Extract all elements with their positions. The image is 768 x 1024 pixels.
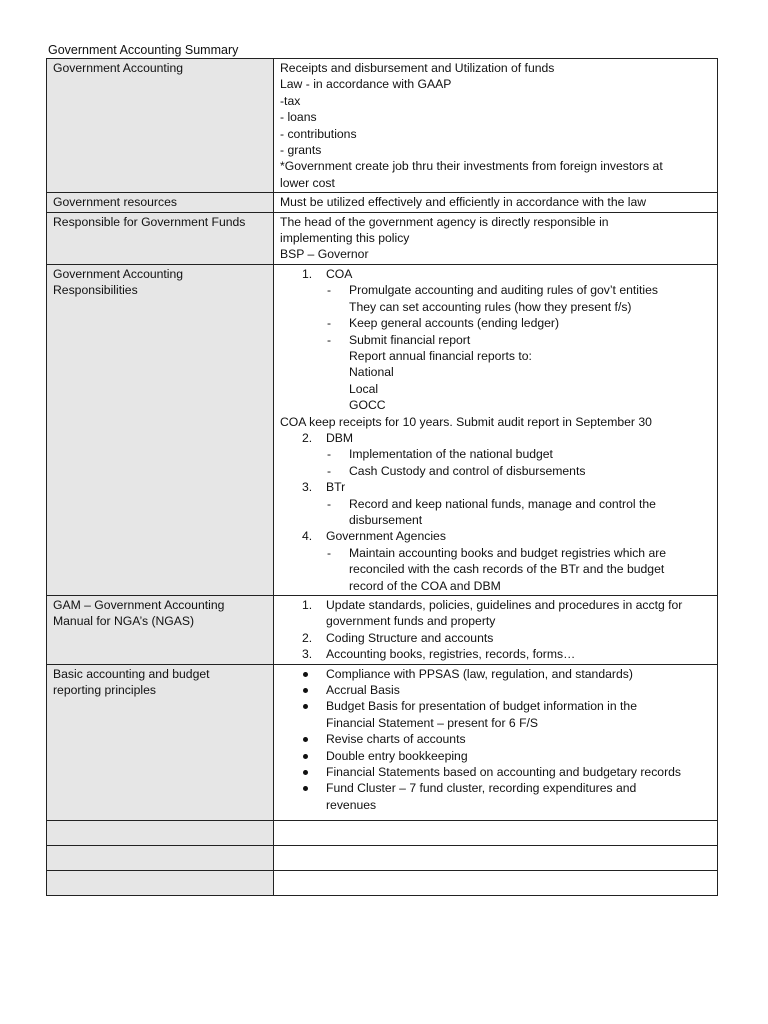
text-line: government funds and property <box>326 614 496 629</box>
text-line: Maintain accounting books and budget registries which are <box>349 545 667 560</box>
agencies-duties <box>280 545 711 594</box>
table-row-responsibilities <box>47 264 718 595</box>
text-line: - loans <box>280 110 317 125</box>
bullet-item <box>280 764 711 780</box>
row-label-empty <box>47 821 274 846</box>
label-line: Government Accounting <box>53 266 184 281</box>
list-item <box>280 463 711 479</box>
text-line: - contributions <box>280 126 357 141</box>
row-content <box>274 59 718 193</box>
table-row-responsible-funds <box>47 212 718 264</box>
list-item-agencies <box>280 528 711 544</box>
table-row-government-accounting <box>47 59 718 193</box>
table-row-gam <box>47 596 718 665</box>
list-item <box>280 630 711 646</box>
text-line: National <box>349 365 394 380</box>
table-row-principles <box>47 664 718 821</box>
dash-marker: - <box>327 463 332 478</box>
row-content-empty <box>274 821 718 846</box>
row-label <box>47 664 274 821</box>
row-label <box>47 596 274 665</box>
dash-marker: - <box>327 332 332 347</box>
text-line: lower cost <box>280 175 335 190</box>
label-line: GAM – Government Accounting <box>53 598 225 612</box>
responsibility-list <box>280 266 711 282</box>
text-line: disbursement <box>349 512 423 527</box>
list-number: 3. <box>302 647 313 662</box>
text-line: Fund Cluster – 7 fund cluster, recording expenditures and <box>326 781 637 796</box>
bullet-item <box>280 666 711 682</box>
text-line: reconciled with the cash records of the BTr and the budget <box>349 562 665 577</box>
row-label <box>47 264 274 595</box>
list-item <box>280 446 711 462</box>
label-line: reporting principles <box>53 683 156 698</box>
row-label: Government resources <box>47 193 274 212</box>
dash-marker: - <box>327 283 332 298</box>
bullet-item <box>280 682 711 698</box>
row-content-empty <box>274 846 718 871</box>
text-line: Record and keep national funds, manage and control the <box>349 496 656 511</box>
list-item <box>280 646 711 662</box>
btr-duties <box>280 496 711 529</box>
text-line: The head of the government agency is directly responsible in <box>280 214 609 229</box>
text-line: record of the COA and DBM <box>349 578 501 593</box>
bullet-item <box>280 748 711 764</box>
row-label: Responsible for Government Funds <box>47 212 274 264</box>
dash-marker: - <box>327 447 332 462</box>
text-line: GOCC <box>349 398 386 413</box>
list-number: 1. <box>302 266 313 281</box>
text-line: Financial Statement – present for 6 F/S <box>326 715 539 730</box>
row-content <box>274 596 718 665</box>
list-heading: Government Agencies <box>326 529 446 544</box>
table-row-empty <box>47 821 718 846</box>
text-line: revenues <box>326 797 377 812</box>
coa-duties <box>280 282 711 413</box>
bullet-item <box>280 780 711 813</box>
text-line: implementing this policy <box>280 231 410 246</box>
text-line: Revise charts of accounts <box>326 732 466 747</box>
text-line: Report annual financial reports to: <box>349 348 532 363</box>
text-line: Accrual Basis <box>326 683 400 698</box>
text-line: *Government create job thru their investments from foreign investors at <box>280 159 663 174</box>
list-number: 4. <box>302 529 313 544</box>
dash-marker: - <box>327 316 332 331</box>
row-content <box>274 193 718 212</box>
dash-marker: - <box>327 496 332 511</box>
row-spacer <box>280 813 711 819</box>
text-line: They can set accounting rules (how they present f/s) <box>349 299 632 314</box>
summary-table <box>46 58 718 896</box>
text-line: BSP – Governor <box>280 247 369 262</box>
text-line: Coding Structure and accounts <box>326 630 494 645</box>
responsibility-list <box>280 479 711 495</box>
text-line: COA keep receipts for 10 years. Submit audit report in September 30 <box>280 414 652 429</box>
text-line: Law - in accordance with GAAP <box>280 77 452 92</box>
list-number: 1. <box>302 598 313 612</box>
label-line: Basic accounting and budget <box>53 666 210 681</box>
list-number: 2. <box>302 630 313 645</box>
text-line: Cash Custody and control of disbursements <box>349 463 586 478</box>
list-item-dbm <box>280 430 711 446</box>
text-line: Implementation of the national budget <box>349 447 553 462</box>
list-item <box>280 315 711 331</box>
list-item-btr <box>280 479 711 495</box>
table-row-empty <box>47 846 718 871</box>
text-line: Financial Statements based on accounting and budgetary records <box>326 765 682 780</box>
dbm-duties <box>280 446 711 479</box>
text-line: - grants <box>280 143 322 158</box>
row-content <box>274 664 718 821</box>
row-content <box>274 212 718 264</box>
text-line: Promulgate accounting and auditing rules of gov’t entities <box>349 283 658 298</box>
text-line: Budget Basis for presentation of budget information in the <box>326 699 637 714</box>
principles-list <box>280 666 711 814</box>
text-line: -tax <box>280 93 301 108</box>
label-line: Manual for NGA’s (NGAS) <box>53 614 195 629</box>
text-line: Accounting books, registries, records, forms… <box>326 647 576 662</box>
table-row-empty <box>47 871 718 896</box>
responsibility-list <box>280 430 711 446</box>
list-item-coa <box>280 266 711 282</box>
label-line: Responsibilities <box>53 283 138 298</box>
text-line: Keep general accounts (ending ledger) <box>349 316 560 331</box>
text-line: Receipts and disbursement and Utilization of funds <box>280 61 555 75</box>
row-label-empty <box>47 871 274 896</box>
row-label-empty <box>47 846 274 871</box>
table-row-government-resources <box>47 193 718 212</box>
dash-marker: - <box>327 545 332 560</box>
bullet-item <box>280 731 711 747</box>
text-line: Compliance with PPSAS (law, regulation, and standards) <box>326 666 633 681</box>
list-item <box>280 332 711 414</box>
text-line: Must be utilized effectively and efficiently in accordance with the law <box>280 195 647 210</box>
document-title: Government Accounting Summary <box>48 43 239 57</box>
bullet-item <box>280 698 711 731</box>
text-line: Double entry bookkeeping <box>326 748 468 763</box>
list-number: 2. <box>302 430 313 445</box>
list-number: 3. <box>302 480 313 495</box>
list-item <box>280 545 711 594</box>
responsibility-list <box>280 528 711 544</box>
text-line: Update standards, policies, guidelines and procedures in acctg for <box>326 598 683 612</box>
row-content <box>274 264 718 595</box>
row-content-empty <box>274 871 718 896</box>
gam-list <box>280 597 711 663</box>
row-label: Government Accounting <box>47 59 274 193</box>
text-line: Submit financial report <box>349 332 471 347</box>
list-item <box>280 496 711 529</box>
list-heading: COA <box>326 266 353 281</box>
list-item <box>280 282 711 315</box>
list-heading: BTr <box>326 480 346 495</box>
text-line: Local <box>349 381 379 396</box>
list-item <box>280 597 711 630</box>
list-heading: DBM <box>326 430 354 445</box>
